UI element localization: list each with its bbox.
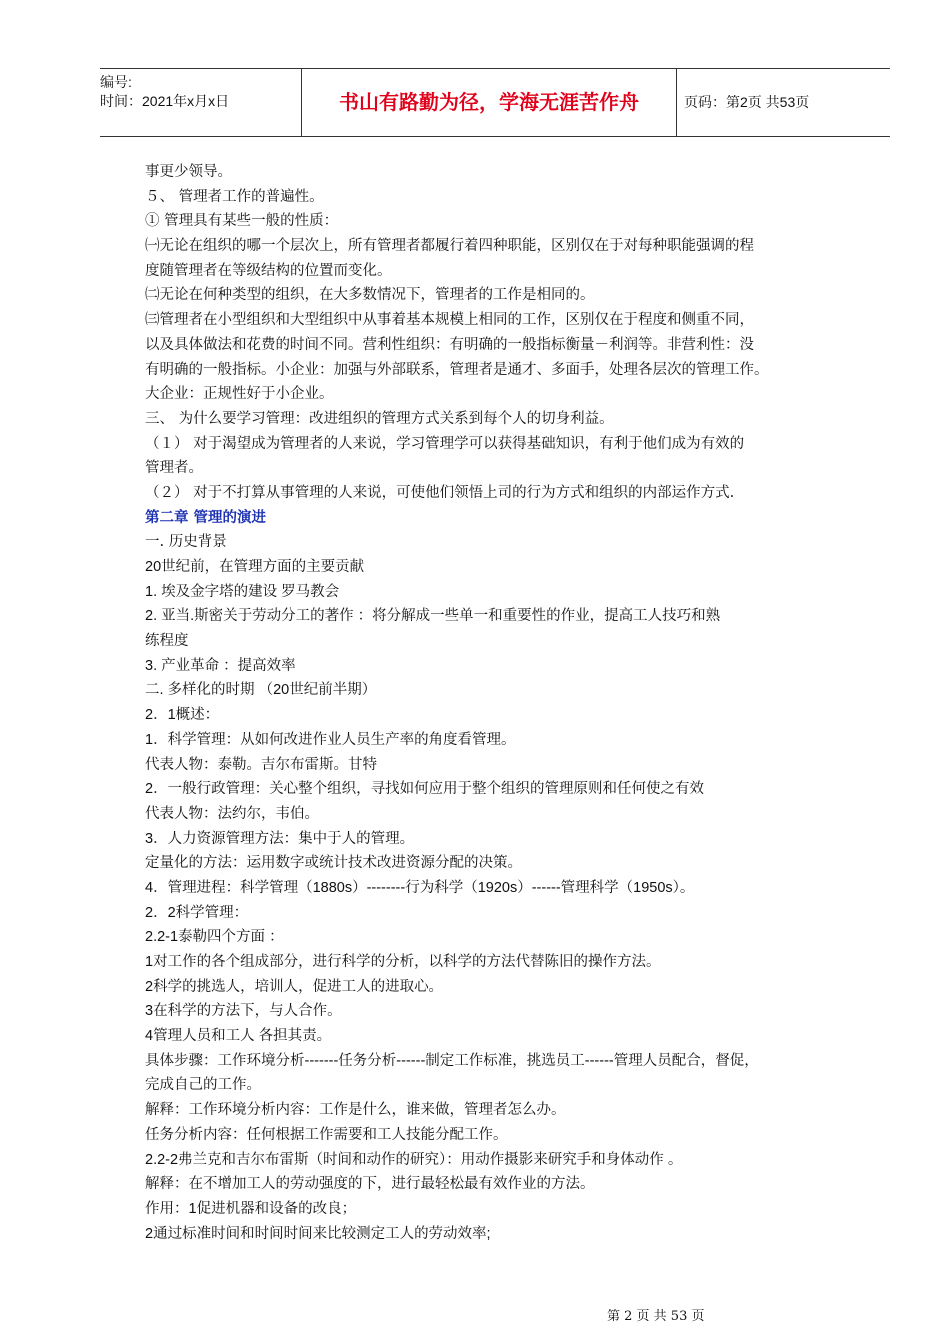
body-line: 任务分析内容：任何根据工作需要和工人技能分配工作。 — [145, 1126, 508, 1143]
section-heading: 一. 历史背景 — [145, 534, 227, 551]
body-line: 定量化的方法：运用数字或统计技术改进资源分配的决策。 — [145, 855, 522, 872]
body-line: 管理者。 — [145, 460, 203, 477]
body-line: 2．2科学管理： — [145, 904, 249, 921]
page-header — [100, 68, 890, 137]
document-time-label: 时间：2021年x月x日 — [100, 93, 230, 109]
body-line: 作用：1促进机器和设备的改良； — [145, 1200, 357, 1217]
body-line: 具体步骤：工作环境分析-------任务分析------制定工作标准，挑选员工------管理人员配合，督促， — [145, 1052, 759, 1069]
body-line: 3．人力资源管理方法：集中于人的管理。 — [145, 830, 415, 847]
header-meta — [100, 69, 300, 140]
body-line: 三、 为什么要学习管理：改进组织的管理方式关系到每个人的切身利益。 — [145, 410, 614, 427]
body-line: 20世纪前，在管理方面的主要贡献 — [145, 559, 365, 575]
body-line: 解释：在不增加工人的劳动强度的下，进行最轻松最有效作业的方法。 — [145, 1176, 595, 1193]
body-line: （２） 对于不打算从事管理的人来说，可使他们领悟上司的行为方式和组织的内部运作方式. — [145, 484, 735, 501]
document-number-label: 编号: — [100, 74, 132, 90]
body-line: 2．一般行政管理：关心整个组织，寻找如何应用于整个组织的管理原则和任何使之有效 — [145, 781, 705, 798]
body-line: 2科学的挑选人，培训人，促进工人的进取心。 — [145, 978, 444, 995]
body-line: 大企业：正规性好于小企业。 — [145, 386, 334, 403]
body-line: 2.2-1泰勒四个方面 ： — [145, 929, 284, 946]
document-body — [145, 160, 865, 1246]
body-line: （１） 对于渴望成为管理者的人来说，学习管理学可以获得基础知识，有利于他们成为有效的 — [145, 435, 745, 452]
chapter-heading: 第二章 管理的演进 — [145, 508, 267, 526]
body-line: ① 管理具有某些一般的性质： — [145, 213, 339, 230]
body-line: 1对工作的各个组成部分，进行科学的分析，以科学的方法代替陈旧的操作方法。 — [145, 954, 661, 970]
body-line: 2.2-2弗兰克和吉尔布雷斯（时间和动作的研究）：用动作摄影来研究手和身体动作 。 — [145, 1151, 683, 1168]
header-page-label: 页码：第2页 共53页 — [684, 94, 810, 110]
body-line: 3在科学的方法下，与人合作。 — [145, 1003, 342, 1020]
body-line: 2. 亚当.斯密关于劳动分工的著作 ：将分解成一些单一和重要性的作业，提高工人技巧和熟 — [145, 608, 721, 625]
body-line: ㈡无论在何种类型的组织，在大多数情况下，管理者的工作是相同的。 — [145, 287, 595, 304]
body-line: 代表人物：泰勒。吉尔布雷斯。甘特 — [145, 756, 377, 773]
body-line: 度随管理者在等级结构的位置而变化。 — [145, 262, 392, 279]
body-line: 3. 产业革命 ：提高效率 — [145, 657, 296, 674]
body-line: 2．1概述： — [145, 707, 220, 724]
body-line: ㈠无论在组织的哪一个层次上，所有管理者都履行着四种职能，区别仅在于对每种职能强调的程 — [145, 238, 754, 255]
body-line: ㈢管理者在小型组织和大型组织中从事着基本规模上相同的工作，区别仅在于程度和侧重不同， — [145, 312, 754, 329]
body-line: 4管理人员和工人 各担其责。 — [145, 1028, 332, 1045]
body-line: 2通过标准时间和时间时间来比较测定工人的劳动效率; — [145, 1225, 491, 1242]
body-line: 完成自己的工作。 — [145, 1077, 261, 1094]
header-motto: 书山有路勤为径，学海无涯苦作舟 — [301, 69, 677, 136]
body-line: 4．管理进程：科学管理（1880s）--------行为科学（1920s）------管理科学（1950s）。 — [145, 879, 695, 896]
section-heading: 二. 多样化的时期 （20世纪前半期） — [145, 682, 377, 699]
body-line: ５、 管理者工作的普遍性。 — [145, 188, 324, 205]
body-line: 事更少领导。 — [145, 164, 232, 180]
body-line: 1. 埃及金字塔的建设 罗马教会 — [145, 583, 340, 600]
page-footer: 第 2 页 共 53 页 — [607, 1309, 705, 1324]
body-line: 以及具体做法和花费的时间不同。营利性组织：有明确的一般指标衡量－利润等。非营利性：没 — [145, 336, 754, 353]
body-line: 解释：工作环境分析内容：工作是什么，谁来做，管理者怎么办。 — [145, 1102, 566, 1119]
body-line: 练程度 — [145, 633, 189, 650]
body-line: 有明确的一般指标。小企业：加强与外部联系，管理者是通才、多面手，处理各层次的管理工作。 — [145, 361, 769, 378]
body-line: 代表人物：法约尔，韦伯。 — [145, 805, 319, 822]
body-line: 1．科学管理：从如何改进作业人员生产率的角度看管理。 — [145, 731, 516, 748]
